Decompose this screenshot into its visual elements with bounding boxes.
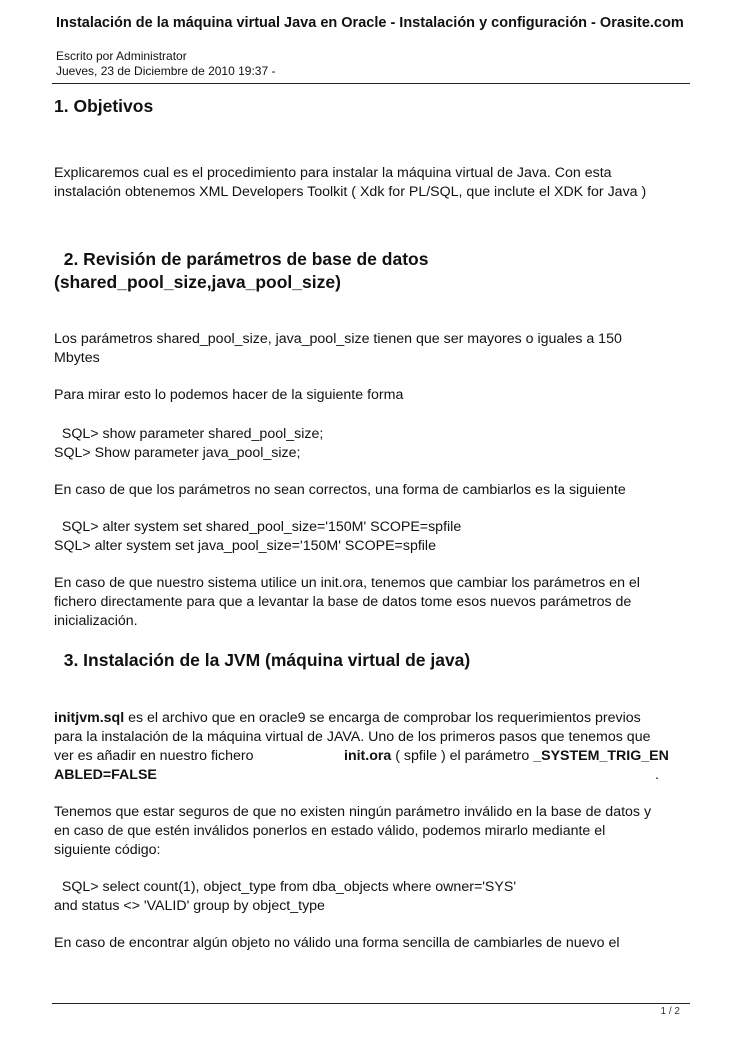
paragraph: Tenemos que estar seguros de que no existen ningún parámetro inválido en la base de datos y	[54, 804, 652, 820]
paragraph-line	[54, 709, 641, 728]
code-line: SQL> select count(1), object_type from dba_objects where owner='SYS'	[54, 879, 517, 895]
parameter-name: ABLED=FALSE	[54, 767, 157, 783]
page-number: 1 / 2	[660, 1006, 680, 1017]
paragraph: instalación obtenemos XML Developers Toolkit ( Xdk for PL/SQL, que inclute el XDK for Java )	[54, 184, 647, 200]
header-divider	[52, 83, 690, 84]
code-line: SQL> show parameter shared_pool_size;	[54, 426, 324, 442]
period: .	[655, 767, 659, 783]
paragraph: en caso de que estén inválidos ponerlos en estado válido, podemos mirarlo mediante el	[54, 823, 606, 839]
author-line: Escrito por Administrator	[56, 49, 187, 63]
paragraph: Para mirar esto lo podemos hacer de la siguiente forma	[54, 387, 404, 403]
section-2-heading-cont: (shared_pool_size,java_pool_size)	[54, 272, 341, 292]
file-name: initjvm.sql	[54, 710, 125, 726]
paragraph: fichero directamente para que a levantar la base de datos tome esos nuevos parámetros de	[54, 594, 632, 610]
text: es el archivo que en oracle9 se encarga de comprobar los requerimientos previos	[124, 710, 641, 726]
section-2-heading: 2. Revisión de parámetros de base de datos	[54, 249, 429, 269]
paragraph: inicialización.	[54, 613, 138, 629]
date-line: Jueves, 23 de Diciembre de 2010 19:37 -	[56, 64, 276, 78]
section-3-heading: 3. Instalación de la JVM (máquina virtual de java)	[54, 650, 471, 670]
text: ver es añadir en nuestro fichero	[54, 748, 254, 764]
paragraph-line	[344, 747, 669, 766]
document-title: Instalación de la máquina virtual Java en Oracle - Instalación y configuración - Orasite.com	[56, 15, 684, 31]
paragraph: siguiente código:	[54, 842, 161, 858]
paragraph: En caso de que los parámetros no sean correctos, una forma de cambiarlos es la siguiente	[54, 482, 626, 498]
code-line: SQL> Show parameter java_pool_size;	[54, 445, 301, 461]
paragraph: Los parámetros shared_pool_size, java_pool_size tienen que ser mayores o iguales a 150	[54, 331, 622, 347]
file-name: init.ora	[344, 748, 392, 764]
code-line: SQL> alter system set java_pool_size='150M' SCOPE=spfile	[54, 538, 436, 554]
paragraph: Explicaremos cual es el procedimiento para instalar la máquina virtual de Java. Con esta	[54, 165, 612, 181]
paragraph: En caso de encontrar algún objeto no válido una forma sencilla de cambiarles de nuevo el	[54, 935, 620, 951]
footer-divider	[52, 1003, 690, 1004]
section-1-heading: 1. Objetivos	[54, 96, 154, 116]
text: ( spfile ) el parámetro	[391, 748, 534, 764]
parameter-name: _SYSTEM_TRIG_EN	[533, 748, 669, 764]
paragraph: En caso de que nuestro sistema utilice un init.ora, tenemos que cambiar los parámetros en el	[54, 575, 640, 591]
code-line: and status <> 'VALID' group by object_type	[54, 898, 325, 914]
paragraph: Mbytes	[54, 350, 100, 366]
paragraph: para la instalación de la máquina virtual de JAVA. Uno de los primeros pasos que tenemos que	[54, 729, 651, 745]
code-line: SQL> alter system set shared_pool_size='150M' SCOPE=spfile	[54, 519, 462, 535]
